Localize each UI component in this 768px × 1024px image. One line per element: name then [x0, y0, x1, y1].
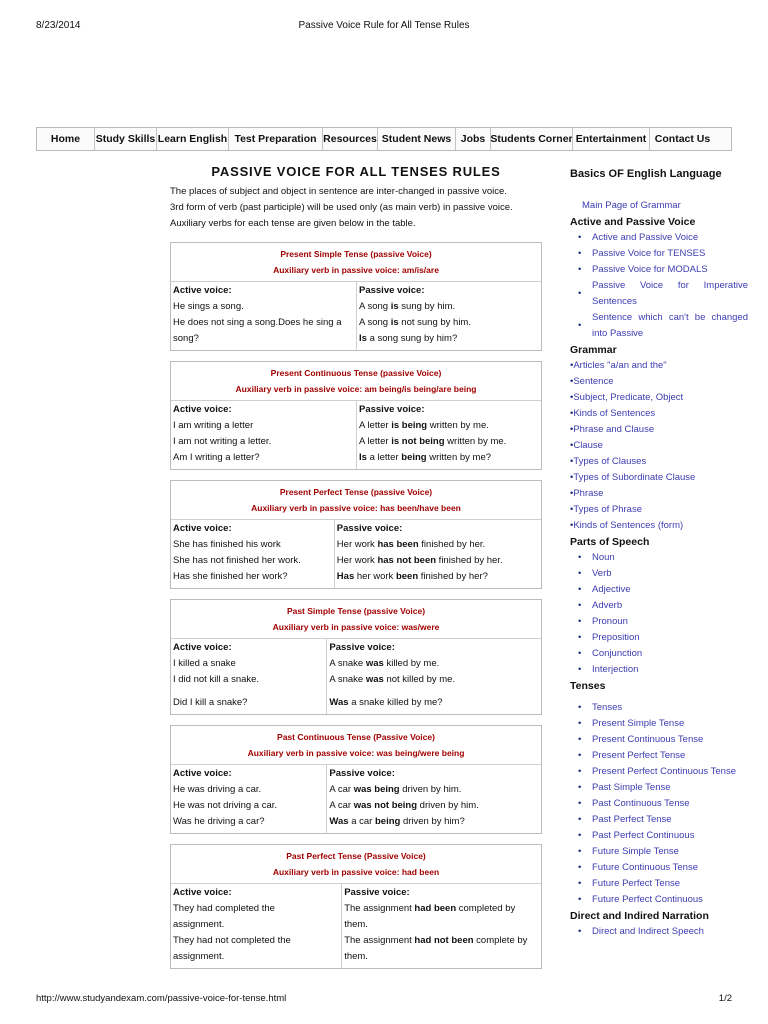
print-date: 8/23/2014	[36, 20, 81, 31]
sentence-text: written by me?	[426, 452, 492, 463]
sidebar-link[interactable]	[570, 310, 748, 342]
sidebar-link[interactable]	[570, 716, 748, 732]
sidebar-heading: Grammar	[570, 344, 617, 356]
sidebar-link[interactable]	[570, 390, 748, 406]
sidebar-link-label: Subject, Predicate, Object	[573, 392, 684, 403]
passive-voice-label: Passive voice:	[344, 887, 410, 898]
sentence-text: a letter	[366, 452, 402, 463]
active-voice-column	[171, 639, 326, 714]
sidebar-link-label: Present Continuous Tense	[592, 734, 704, 745]
sidebar-link[interactable]	[570, 374, 748, 390]
sidebar-link-label: Passive Voice for TENSES	[592, 248, 706, 259]
sidebar-link[interactable]	[570, 502, 748, 518]
sidebar-link-label: Future Perfect Continuous	[592, 894, 703, 905]
sidebar-link-label: Present Simple Tense	[592, 718, 685, 729]
active-sentence: Did I kill a snake?	[173, 697, 248, 708]
print-page-number: 1/2	[718, 993, 732, 1004]
sidebar-link[interactable]	[570, 924, 748, 940]
bullet-icon: •	[570, 520, 574, 531]
bullet-icon: •	[578, 926, 582, 937]
sidebar-link[interactable]	[570, 438, 748, 454]
active-sentence: He was driving a car.	[173, 784, 262, 795]
passive-sentence	[359, 434, 539, 450]
active-voice-column	[171, 401, 356, 469]
sentence-text: A letter	[359, 436, 392, 447]
sidebar-link-label: Articles "a/an and the"	[573, 360, 667, 371]
sidebar-heading: Parts of Speech	[570, 536, 650, 548]
sidebar-link-label: Past Perfect Tense	[592, 814, 672, 825]
tense-table	[170, 361, 542, 470]
sidebar-link[interactable]	[570, 262, 748, 278]
sidebar-link[interactable]	[570, 406, 748, 422]
auxiliary-verb: has not been	[377, 555, 437, 566]
passive-sentence	[329, 782, 539, 798]
tense-table	[170, 242, 542, 351]
auxiliary-verb-rule: Auxiliary verb in passive voice: am being/is being/are being	[235, 384, 477, 394]
sidebar-link[interactable]	[570, 550, 748, 566]
bullet-icon: •	[578, 600, 582, 611]
auxiliary-verb: has been	[377, 539, 419, 550]
sentence-text: A letter	[359, 420, 392, 431]
sidebar-link-label: Phrase and Clause	[573, 424, 655, 435]
sidebar-link-label: Adjective	[592, 584, 631, 595]
sidebar-link-label: Conjunction	[592, 648, 643, 659]
auxiliary-verb: been	[395, 571, 419, 582]
sentence-text: written by me.	[427, 420, 489, 431]
active-voice-label: Active voice:	[173, 523, 232, 534]
auxiliary-verb-rule: Auxiliary verb in passive voice: had been	[272, 867, 440, 877]
active-sentence: I killed a snake	[173, 658, 236, 669]
print-page-title: Passive Voice Rule for All Tense Rules	[298, 20, 470, 31]
sidebar-link[interactable]	[570, 764, 748, 780]
nav-item-home[interactable]: Home	[50, 133, 81, 145]
sidebar-link[interactable]	[570, 278, 748, 310]
sidebar-link-label: Verb	[592, 568, 612, 579]
passive-sentence	[344, 949, 539, 965]
auxiliary-verb: Was	[329, 697, 349, 708]
intro-text	[170, 184, 542, 232]
tense-columns	[171, 639, 541, 714]
sentence-text: finished by her.	[436, 555, 503, 566]
auxiliary-verb: was	[365, 658, 384, 669]
nav-item-entertainment[interactable]: Entertainment	[572, 128, 649, 150]
passive-sentence	[329, 672, 539, 688]
auxiliary-verb: being	[401, 452, 427, 463]
sentence-text: finished by her.	[418, 539, 486, 550]
sentence-text: a car	[348, 816, 375, 827]
tense-header	[171, 726, 541, 765]
print-header	[36, 20, 732, 34]
passive-sentence	[344, 933, 539, 949]
sidebar-link[interactable]	[570, 358, 748, 374]
sidebar-heading: Active and Passive Voice	[570, 216, 696, 228]
passive-sentence	[359, 299, 539, 315]
sidebar-link-label: Sentence which can't be changed into Passive	[592, 312, 748, 339]
passive-voice-column	[334, 520, 541, 588]
sentence-text: them.	[344, 919, 368, 930]
sidebar-link[interactable]	[570, 860, 748, 876]
bullet-icon: •	[578, 664, 582, 675]
passive-voice-column	[356, 401, 541, 469]
active-sentence: assignment.	[173, 951, 225, 962]
intro-paragraph: 3rd form of verb (past participle) will be used only (as main verb) in passive voice.	[170, 202, 513, 213]
bullet-icon: •	[578, 766, 582, 777]
sidebar-link-label: Passive Voice for Imperative Sentences	[592, 280, 748, 307]
active-voice-label: Active voice:	[173, 642, 232, 653]
passive-voice-column	[341, 884, 541, 968]
sidebar-link[interactable]	[570, 780, 748, 796]
sentence-text: A song	[359, 317, 391, 328]
active-voice-column	[171, 884, 341, 968]
bullet-icon: •	[578, 248, 582, 259]
passive-voice-label: Passive voice:	[359, 404, 425, 415]
nav-item-contact-us[interactable]: Contact Us	[649, 128, 715, 150]
tense-header	[171, 600, 541, 639]
passive-sentence	[359, 331, 539, 347]
sidebar-link-label: Interjection	[592, 664, 639, 675]
active-sentence: He does not sing a song.Does he sing a	[173, 317, 342, 328]
tense-header	[171, 362, 541, 401]
intro-paragraph: Auxiliary verbs for each tense are given below in the table.	[170, 218, 416, 229]
sentence-text: A car	[329, 784, 354, 795]
passive-sentence	[344, 917, 539, 933]
sidebar-link[interactable]	[570, 422, 748, 438]
active-sentence: He sings a song.	[173, 301, 244, 312]
tense-name: Present Perfect Tense (passive Voice)	[279, 487, 433, 497]
active-voice-label: Active voice:	[173, 887, 232, 898]
sidebar-link-label: Future Perfect Tense	[592, 878, 681, 889]
sentence-text: killed by me.	[383, 658, 440, 669]
auxiliary-verb: is	[390, 301, 399, 312]
tense-tables	[170, 242, 542, 969]
sidebar-link-label: Past Continuous Tense	[592, 798, 690, 809]
auxiliary-verb-rule: Auxiliary verb in passive voice: am/is/are	[273, 265, 439, 275]
tense-columns	[171, 282, 541, 350]
sidebar-link[interactable]	[570, 486, 748, 502]
nav-item-jobs[interactable]: Jobs	[455, 128, 490, 150]
auxiliary-verb: is	[390, 317, 399, 328]
passive-voice-column	[326, 639, 541, 714]
active-voice-column	[171, 282, 356, 350]
sentence-text: driven by him.	[417, 800, 479, 811]
tense-table	[170, 844, 542, 969]
passive-voice-label: Passive voice:	[336, 523, 403, 534]
passive-sentence	[359, 450, 539, 466]
tense-header	[171, 243, 541, 282]
sentence-text: The assignment	[344, 935, 415, 946]
sentence-text: driven by him?	[400, 816, 465, 827]
nav-item-student-news[interactable]: Student News	[377, 128, 455, 150]
bullet-icon: •	[570, 456, 574, 467]
sidebar-link-label: Types of Phrase	[573, 504, 642, 515]
top-navigation	[36, 127, 732, 151]
nav-item-test-preparation[interactable]: Test Preparation	[228, 128, 322, 150]
sidebar-link-label: Preposition	[592, 632, 640, 643]
sidebar-link-label: Pronoun	[592, 616, 628, 627]
sentence-text: a snake killed by me?	[348, 697, 443, 708]
sidebar-link[interactable]	[570, 454, 748, 470]
bullet-icon: •	[570, 472, 574, 483]
sidebar-title: Basics OF English Language	[570, 168, 722, 180]
auxiliary-verb: had been	[414, 903, 457, 914]
active-sentence: Was he driving a car?	[173, 816, 265, 827]
sentence-text: driven by him.	[399, 784, 462, 795]
sidebar-link-label: Kinds of Sentences	[573, 408, 656, 419]
sidebar-link[interactable]	[570, 732, 748, 748]
sentence-text: them.	[344, 951, 368, 962]
tense-columns	[171, 884, 541, 968]
bullet-icon: •	[578, 702, 582, 713]
auxiliary-verb: Has	[336, 571, 355, 582]
passive-sentence	[359, 315, 539, 331]
auxiliary-verb: being	[374, 816, 401, 827]
active-voice-label: Active voice:	[173, 285, 232, 296]
bullet-icon: •	[578, 846, 582, 857]
bullet-icon: •	[578, 632, 582, 643]
sidebar-heading: Direct and Indired Narration	[570, 910, 709, 922]
active-sentence: assignment.	[173, 919, 225, 930]
sidebar-link-label: Future Continuous Tense	[592, 862, 698, 873]
sidebar-link-label: Types of Subordinate Clause	[573, 472, 696, 483]
bullet-icon: •	[578, 616, 582, 627]
bullet-icon: •	[578, 264, 582, 275]
bullet-icon: •	[570, 376, 574, 387]
bullet-icon: •	[578, 584, 582, 595]
sidebar-link-label: Noun	[592, 552, 615, 563]
bullet-icon: •	[578, 782, 582, 793]
sidebar-link-label: Tenses	[592, 702, 623, 713]
intro-paragraph: The places of subject and object in sentence are inter-changed in passive voice.	[170, 186, 507, 197]
tense-header	[171, 481, 541, 520]
sidebar-link-label: Direct and Indirect Speech	[592, 926, 704, 937]
tense-table	[170, 599, 542, 715]
bullet-icon: •	[578, 814, 582, 825]
sidebar-link[interactable]	[570, 892, 748, 908]
sidebar-link[interactable]	[570, 230, 748, 246]
sidebar-link-label: Present Perfect Continuous Tense	[592, 766, 736, 777]
passive-voice-label: Passive voice:	[359, 285, 425, 296]
auxiliary-verb-rule: Auxiliary verb in passive voice: has been/have been	[251, 503, 461, 513]
tense-columns	[171, 520, 541, 588]
nav-item-resources[interactable]: Resources	[322, 128, 377, 150]
passive-sentence	[329, 798, 539, 814]
passive-sentence	[344, 901, 539, 917]
bullet-icon: •	[578, 718, 582, 729]
sentence-text: The assignment	[344, 903, 415, 914]
active-sentence: Has she finished her work?	[173, 571, 288, 582]
sidebar-link[interactable]	[570, 748, 748, 764]
active-sentence: She has finished his work	[173, 539, 281, 550]
bullet-icon: •	[570, 504, 574, 515]
tense-columns	[171, 401, 541, 469]
sidebar-link-label: Past Perfect Continuous	[592, 830, 695, 841]
auxiliary-verb: was being	[353, 784, 400, 795]
bullet-icon: •	[578, 232, 582, 243]
sidebar-link[interactable]	[570, 470, 748, 486]
active-sentence: She has not finished her work.	[173, 555, 301, 566]
passive-sentence	[359, 418, 539, 434]
active-sentence: They had completed the	[173, 903, 275, 914]
sidebar-link-label: Present Perfect Tense	[592, 750, 686, 761]
passive-sentence	[329, 656, 539, 672]
main-content	[170, 164, 542, 969]
sentence-text: Her work	[336, 555, 378, 566]
sidebar-link[interactable]	[570, 844, 748, 860]
sentence-text: not killed by me.	[383, 674, 456, 685]
auxiliary-verb: is not being	[391, 436, 445, 447]
sidebar-link-label: Future Simple Tense	[592, 846, 679, 857]
sidebar-link-label: Types of Clauses	[573, 456, 647, 467]
sidebar-link[interactable]	[570, 662, 748, 678]
bullet-icon: •	[578, 750, 582, 761]
sentence-text: a song sung by him?	[366, 333, 458, 344]
sidebar-link[interactable]	[570, 646, 748, 662]
sidebar-link[interactable]	[570, 812, 748, 828]
passive-voice-label: Passive voice:	[329, 768, 395, 779]
bullet-icon: •	[578, 798, 582, 809]
tense-name: Past Perfect Tense (Passive Voice)	[286, 851, 426, 861]
sentence-text: her work	[354, 571, 396, 582]
active-sentence: He was not driving a car.	[173, 800, 278, 811]
active-voice-label: Active voice:	[173, 768, 232, 779]
sidebar-link-label: Clause	[573, 440, 603, 451]
bullet-icon: •	[578, 830, 582, 841]
print-url: http://www.studyandexam.com/passive-voice-for-tense.html	[36, 993, 287, 1004]
tense-table	[170, 480, 542, 589]
sentence-text: completed by	[456, 903, 516, 914]
tense-table	[170, 725, 542, 834]
bullet-icon: •	[570, 424, 574, 435]
bullet-icon: •	[570, 408, 574, 419]
auxiliary-verb-rule: Auxiliary verb in passive voice: was being/were being	[247, 748, 465, 758]
active-voice-column	[171, 765, 326, 833]
bullet-icon: •	[570, 488, 574, 499]
passive-sentence	[337, 553, 539, 569]
tense-name: Past Continuous Tense (Passive Voice)	[277, 732, 435, 742]
sentence-text: not sung by him.	[398, 317, 471, 328]
bullet-icon: •	[570, 392, 574, 403]
sentence-text: written by me.	[444, 436, 507, 447]
sidebar-link[interactable]	[570, 566, 748, 582]
sentence-text: A snake	[329, 658, 366, 669]
sidebar-link-label: Kinds of Sentences (form)	[573, 520, 684, 531]
bullet-icon: •	[578, 552, 582, 563]
sentence-text: sung by him.	[398, 301, 456, 312]
passive-voice-column	[356, 282, 541, 350]
sentence-text: Her work	[336, 539, 378, 550]
sentence-text: A car	[329, 800, 354, 811]
active-voice-column	[171, 520, 334, 588]
sidebar-link-label: Sentence	[573, 376, 614, 387]
sidebar-link[interactable]	[570, 876, 748, 892]
tense-name: Present Simple Tense (passive Voice)	[280, 249, 432, 259]
sidebar-heading: Tenses	[570, 680, 606, 692]
auxiliary-verb: was	[365, 674, 384, 685]
bullet-icon: •	[578, 320, 582, 331]
bullet-icon: •	[570, 360, 574, 371]
auxiliary-verb: Was	[329, 816, 349, 827]
sentence-text: complete by	[473, 935, 528, 946]
nav-item-study-skills[interactable]: Study Skills	[94, 128, 156, 150]
active-sentence: I am writing a letter	[173, 420, 254, 431]
bullet-icon: •	[578, 288, 582, 299]
active-sentence: I am not writing a letter.	[173, 436, 272, 447]
tense-columns	[171, 765, 541, 833]
sentence-text: A song	[359, 301, 391, 312]
passive-sentence	[337, 569, 539, 585]
active-sentence: Am I writing a letter?	[173, 452, 260, 463]
active-sentence: They had not completed the	[173, 935, 291, 946]
sidebar-link[interactable]	[570, 246, 748, 262]
bullet-icon: •	[578, 878, 582, 889]
tense-name: Present Continuous Tense (passive Voice)	[270, 368, 442, 378]
auxiliary-verb: had not been	[414, 935, 474, 946]
passive-sentence	[337, 537, 539, 553]
sidebar-link[interactable]	[570, 700, 748, 716]
sidebar-link[interactable]	[570, 614, 748, 630]
passive-sentence	[329, 695, 539, 711]
bullet-icon: •	[578, 648, 582, 659]
sidebar-link[interactable]	[570, 598, 748, 614]
auxiliary-verb-rule: Auxiliary verb in passive voice: was/were	[272, 622, 440, 632]
sidebar-main-link[interactable]: Main Page of Grammar	[582, 200, 681, 211]
sidebar-link-label: Adverb	[592, 600, 623, 611]
sidebar-link-label: Past Simple Tense	[592, 782, 671, 793]
nav-item-learn-english[interactable]: Learn English	[156, 128, 228, 150]
active-sentence: song?	[173, 333, 199, 344]
active-sentence: I did not kill a snake.	[173, 674, 260, 685]
bullet-icon: •	[578, 894, 582, 905]
bullet-icon: •	[570, 440, 574, 451]
auxiliary-verb: Is	[359, 333, 367, 344]
passive-voice-label: Passive voice:	[329, 642, 395, 653]
tense-header	[171, 845, 541, 884]
bullet-icon: •	[578, 568, 582, 579]
bullet-icon: •	[578, 862, 582, 873]
sidebar	[570, 168, 748, 940]
tense-name: Past Simple Tense (passive Voice)	[286, 606, 426, 616]
sidebar-link[interactable]	[570, 518, 748, 534]
sidebar-link-label: Passive Voice for MODALS	[592, 264, 708, 275]
sidebar-link-label: Phrase	[573, 488, 604, 499]
sidebar-link[interactable]	[570, 582, 748, 598]
sidebar-sections	[570, 214, 748, 940]
sidebar-link[interactable]	[570, 796, 748, 812]
passive-voice-column	[326, 765, 541, 833]
sentence-text: finished by her?	[418, 571, 488, 582]
sidebar-link-label: Active and Passive Voice	[592, 232, 699, 243]
nav-item-students-corner[interactable]: Students Corner	[490, 128, 572, 150]
passive-sentence	[329, 814, 539, 830]
sidebar-link[interactable]	[570, 828, 748, 844]
sentence-text: A snake	[329, 674, 366, 685]
active-voice-label: Active voice:	[173, 404, 232, 415]
auxiliary-verb: Is	[359, 452, 367, 463]
page-title: PASSIVE VOICE FOR ALL TENSES RULES	[211, 164, 501, 179]
auxiliary-verb: is being	[391, 420, 428, 431]
bullet-icon: •	[578, 734, 582, 745]
sidebar-link[interactable]	[570, 630, 748, 646]
auxiliary-verb: was not being	[353, 800, 418, 811]
